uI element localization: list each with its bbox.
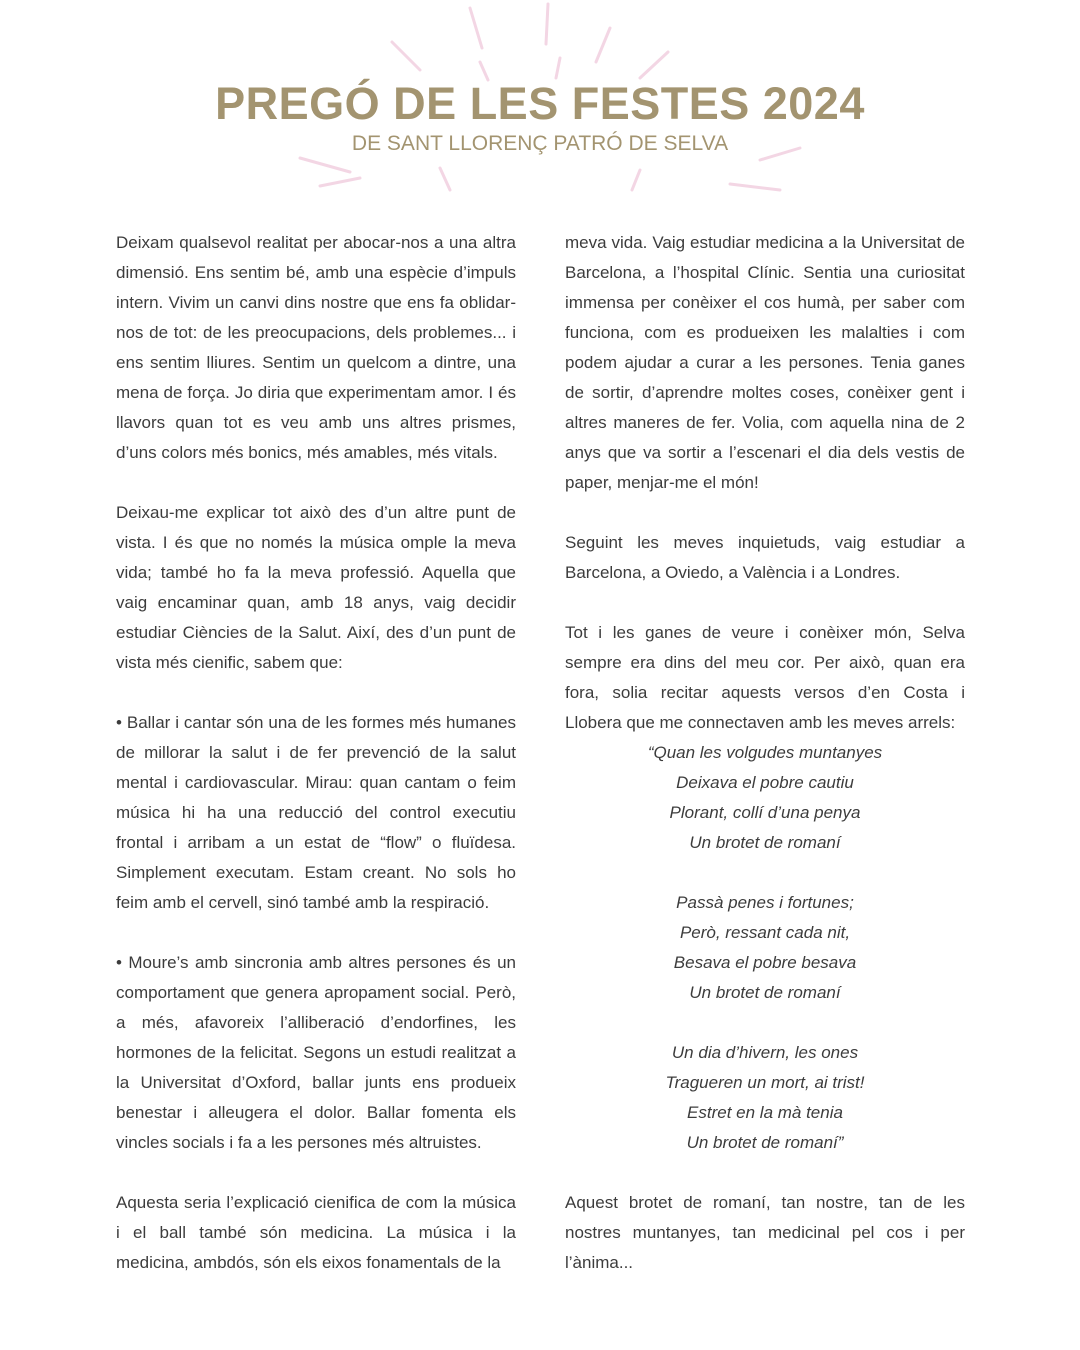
- poem-line: Un brotet de romaní: [689, 983, 841, 1002]
- poem-line: Besava el pobre besava: [673, 953, 857, 972]
- paragraph: Aquesta seria l’explicació cienifica de com la música i el ball també són medicina. La música i la medicina, ambdós, són els eixos fonamentals de la: [116, 1193, 516, 1272]
- left-column: [116, 228, 516, 1278]
- poem-line: Deixava el pobre cautiu: [676, 773, 854, 792]
- bullet-paragraph: • Ballar i cantar són una de les formes més humanes de millorar la salut i de fer prevenció de la salut mental i cardiovascular. Mirau: quan cantam o feim música hi ha una reducció del control executiu frontal i arribam a un estat de “flow” o fluïdesa. Simplement executam. Estam creant. No sols ho feim amb el cervell, sinó també amb la respiració.: [116, 713, 516, 912]
- bullet-paragraph: • Moure’s amb sincronia amb altres persones és un comportament que genera apropament social. Però, a més, afavoreix l’alliberació d’endorfines, les hormones de la felicitat. Segons un estudi realitzat a la Universitat d’Oxford, ballar junts ens produeix benestar i alleugera el dolor. Ballar fomenta els vincles socials i fa a les persones més altruistes.: [116, 953, 516, 1152]
- poem-line: Passà penes i fortunes;: [676, 893, 854, 912]
- poem-line: Un brotet de romaní: [689, 833, 841, 852]
- poem-line: Però, ressant cada nit,: [679, 923, 851, 942]
- paragraph: Seguint les meves inquietuds, vaig estudiar a Barcelona, a Oviedo, a València i a Londres.: [565, 533, 965, 582]
- poem-line: “Quan les volgudes muntanyes: [647, 743, 883, 762]
- page-title: PREGÓ DE LES FESTES 2024: [215, 78, 865, 129]
- poem-line: Estret en la mà tenia: [687, 1103, 843, 1122]
- poem-line: Plorant, collí d’una penya: [669, 803, 861, 822]
- paragraph: Tot i les ganes de veure i conèixer món, Selva sempre era dins del meu cor. Per això, quan era fora, solia recitar aquests versos d’en Costa i Llobera que me connectaven amb les meves arrels:: [565, 623, 965, 732]
- paragraph: Deixau-me explicar tot això des d’un altre punt de vista. I és que no només la música omple la meva vida; també ho fa la meva professió. Aquella que vaig encaminar quan, amb 18 anys, vaig decidir estudiar Ciències de la Salut. Així, des d’un punt de vista més cienific, sabem que:: [116, 503, 516, 672]
- paragraph: Deixam qualsevol realitat per abocar-nos a una altra dimensió. Ens sentim bé, amb una espècie d’impuls intern. Vivim un canvi dins nostre que ens fa oblidar-nos de tot: de les preocupacions, dels problemes... i ens sentim lliures. Sentim un quelcom a dintre, una mena de força. Jo diria que experimentam amor. I és llavors quan tot es veu amb uns altres prismes, d’uns colors més bonics, més amables, més vitals.: [116, 233, 516, 462]
- paragraph: meva vida. Vaig estudiar medicina a la Universitat de Barcelona, a l’hospital Clínic. Sentia una curiositat immensa per conèixer el cos humà, per saber com funciona, com es produeixen les malalties i com podem ajudar a curar a les persones. Tenia ganes de sortir, d’aprendre moltes coses, conèixer gent i altres maneres de fer. Volia, com aquella nina de 2 anys que va sortir a l’escenari el dia dels vestis de paper, menjar-me el món!: [565, 233, 965, 492]
- poem-line: Un dia d’hivern, les ones: [671, 1043, 859, 1062]
- poem-line: Un brotet de romaní”: [686, 1133, 844, 1152]
- paragraph: Aquest brotet de romaní, tan nostre, tan de les nostres muntanyes, tan medicinal pel cos i per l’ànima...: [565, 1193, 965, 1272]
- page-subtitle: DE SANT LLORENÇ PATRÓ DE SELVA: [351, 132, 729, 155]
- poem: [565, 738, 965, 1158]
- poem-line: Tragueren un mort, ai trist!: [665, 1073, 865, 1092]
- right-column: [565, 228, 965, 1278]
